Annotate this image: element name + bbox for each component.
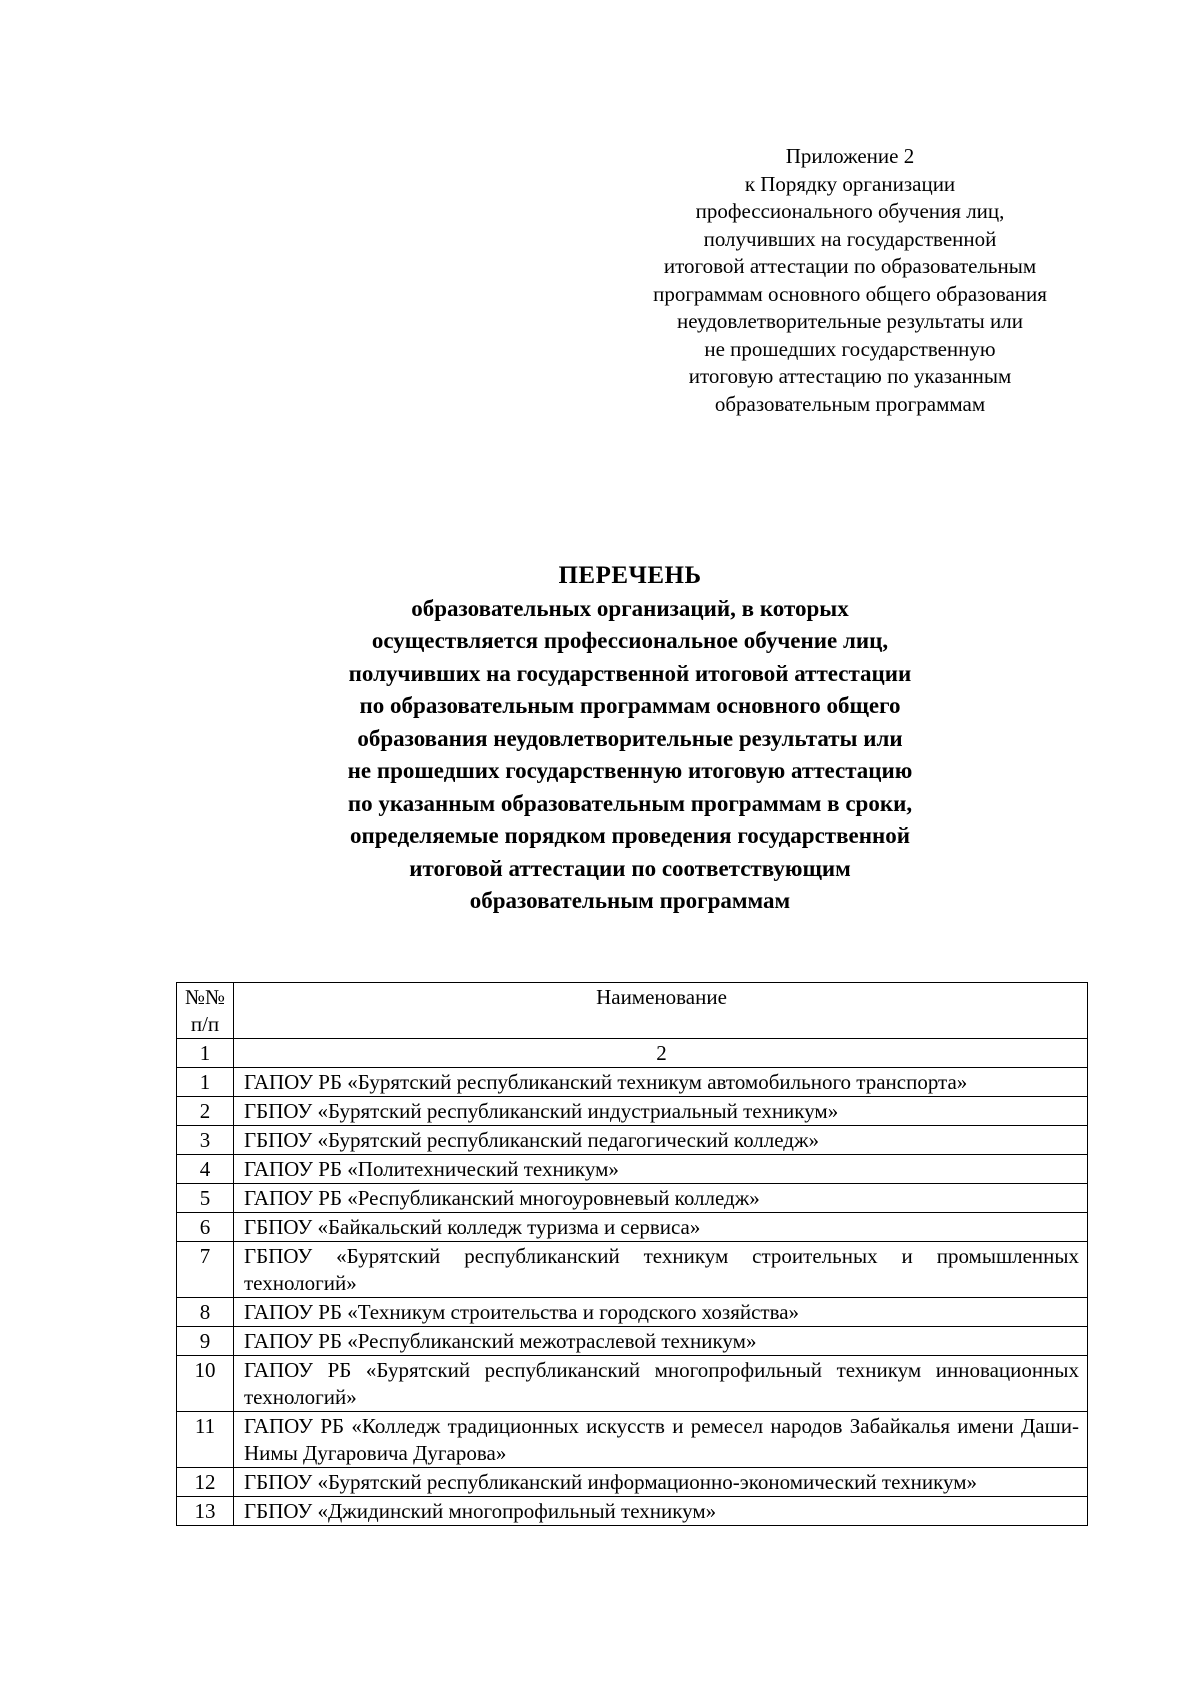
table-row <box>177 1497 1088 1526</box>
row-number: 5 <box>177 1184 234 1213</box>
organization-name: ГБПОУ «Бурятский республиканский техникум строительных и промышленных технологий» <box>234 1242 1088 1298</box>
organization-name: ГБПОУ «Бурятский республиканский индустриальный техникум» <box>234 1097 1088 1126</box>
appendix-line: получивших на государственной <box>703 226 997 251</box>
column-numbers-row <box>177 1039 1088 1068</box>
appendix-line: не прошедших государственную <box>704 336 996 361</box>
organization-name: ГБПОУ «Джидинский многопрофильный техникум» <box>234 1497 1088 1526</box>
heading-line: не прошедших государственную итоговую аттестацию <box>347 758 913 783</box>
header-number-cell <box>177 983 234 1039</box>
row-number: 6 <box>177 1213 234 1242</box>
organization-name: ГБПОУ «Байкальский колледж туризма и сервиса» <box>234 1213 1088 1242</box>
organization-name: ГАПОУ РБ «Колледж традиционных искусств и ремесел народов Забайкалья имени Даши-Нимы Дугаровича Дугарова» <box>234 1412 1088 1468</box>
organization-name: ГАПОУ РБ «Республиканский межотраслевой техникум» <box>234 1327 1088 1356</box>
header-number-sublabel: п/п <box>190 1012 220 1036</box>
row-number: 8 <box>177 1298 234 1327</box>
table-header-row <box>177 983 1088 1039</box>
appendix-line: итоговой аттестации по образовательным <box>663 254 1037 278</box>
table-row <box>177 1126 1088 1155</box>
appendix-line: итоговую аттестацию по указанным <box>688 364 1012 388</box>
heading-line: образовательных организаций, в которых <box>411 595 849 621</box>
row-number: 2 <box>177 1097 234 1126</box>
header-name-cell: Наименование <box>234 983 1088 1039</box>
appendix-block <box>620 143 1080 418</box>
appendix-line: к Порядку организации <box>744 171 956 196</box>
document-title: ПЕРЕЧЕНЬ <box>558 562 702 589</box>
organization-name: ГБПОУ «Бурятский республиканский педагогический колледж» <box>234 1126 1088 1155</box>
document-heading <box>180 560 1080 918</box>
heading-line: образования неудовлетворительные результаты или <box>357 725 903 751</box>
row-number: 13 <box>177 1497 234 1526</box>
heading-line: итоговой аттестации по соответствующим <box>409 855 851 881</box>
organization-name: ГАПОУ РБ «Техникум строительства и городского хозяйства» <box>234 1298 1088 1327</box>
table-row <box>177 1213 1088 1242</box>
row-number: 3 <box>177 1126 234 1155</box>
row-number: 1 <box>177 1068 234 1097</box>
organization-name: ГБПОУ «Бурятский республиканский информационно-экономический техникум» <box>234 1468 1088 1497</box>
table-row <box>177 1412 1088 1468</box>
table-row <box>177 1097 1088 1126</box>
row-number: 9 <box>177 1327 234 1356</box>
heading-line: получивших на государственной итоговой аттестации <box>348 660 912 686</box>
heading-line: осуществляется профессиональное обучение лиц, <box>371 628 889 653</box>
table-row <box>177 1184 1088 1213</box>
row-number: 12 <box>177 1468 234 1497</box>
organization-name: ГАПОУ РБ «Политехнический техникум» <box>234 1155 1088 1184</box>
organization-name: ГАПОУ РБ «Республиканский многоуровневый колледж» <box>234 1184 1088 1213</box>
heading-line: определяемые порядком проведения государственной <box>350 823 910 848</box>
table-row <box>177 1468 1088 1497</box>
table-row <box>177 1068 1088 1097</box>
heading-line: по образовательным программам основного общего <box>359 693 901 718</box>
row-number: 4 <box>177 1155 234 1184</box>
appendix-line: образовательным программам <box>714 391 986 416</box>
table-row <box>177 1242 1088 1298</box>
header-number-label: №№ <box>184 985 226 1009</box>
table-row <box>177 1298 1088 1327</box>
row-number: 10 <box>177 1356 234 1412</box>
row-number: 11 <box>177 1412 234 1468</box>
column-number-cell: 2 <box>234 1039 1088 1068</box>
appendix-line: Приложение 2 <box>785 144 915 168</box>
column-number-cell: 1 <box>177 1039 234 1068</box>
appendix-line: профессионального обучения лиц, <box>695 199 1005 223</box>
table-row <box>177 1155 1088 1184</box>
organizations-table <box>176 982 1088 1526</box>
heading-line: по указанным образовательным программам в сроки, <box>347 790 913 816</box>
appendix-line: неудовлетворительные результаты или <box>677 309 1023 333</box>
heading-line: образовательным программам <box>469 888 791 913</box>
table-row <box>177 1356 1088 1412</box>
row-number: 7 <box>177 1242 234 1298</box>
appendix-line: программам основного общего образования <box>653 281 1047 306</box>
organization-name: ГАПОУ РБ «Бурятский республиканский многопрофильный техникум инновационных технологий» <box>234 1356 1088 1412</box>
organization-name: ГАПОУ РБ «Бурятский республиканский техникум автомобильного транспорта» <box>234 1068 1088 1097</box>
table-row <box>177 1327 1088 1356</box>
